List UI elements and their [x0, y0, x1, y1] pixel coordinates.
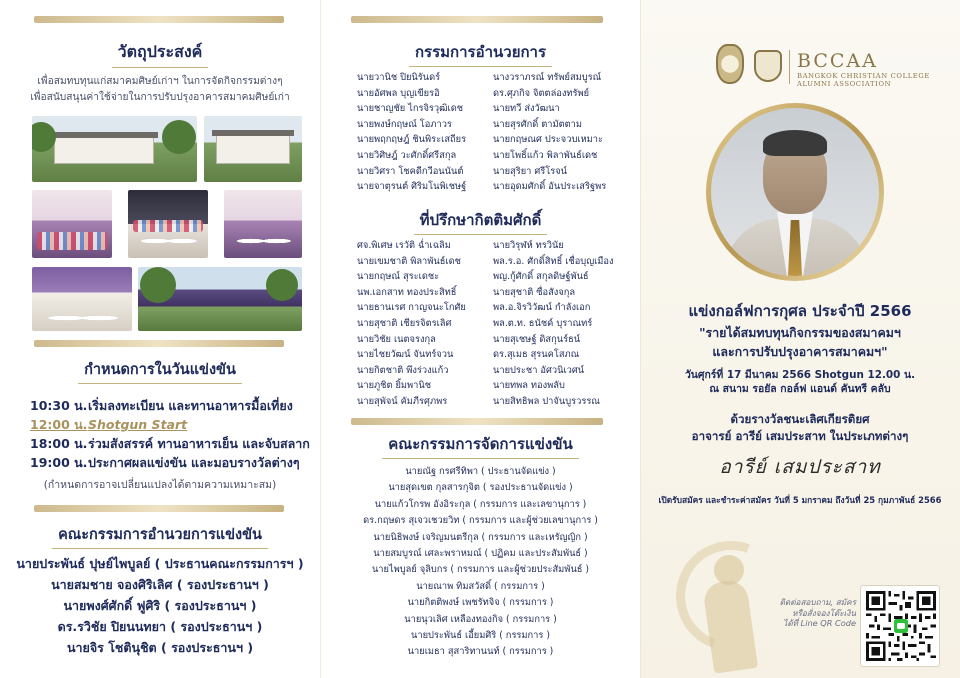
photo-meeting-group	[32, 190, 112, 258]
qr-code-graphic	[866, 591, 936, 661]
objective-heading: วัตถุประสงค์	[0, 40, 320, 68]
director-name: นายวิศรา โชคดีกวีอนนันต์	[357, 165, 464, 177]
left-panel	[0, 0, 320, 678]
photo-party-event	[224, 190, 302, 258]
event-date: วันศุกร์ที่ 17 มีนาคม 2566 Shotgun 12.00 น.	[684, 369, 916, 381]
objective-line-1: เพื่อสมทบทุนแก่สมาคมศิษย์เก่าฯ ในการจัดกิจกรรมต่างๆ	[37, 76, 283, 87]
photo-association-exterior	[138, 267, 302, 331]
director-name: นายพงษ์กฤษณ์ โอภาวร	[357, 118, 452, 130]
organizer-name: นายณาพ ทิมสวัสดิ์ ( กรรมการ )	[416, 580, 545, 592]
event-committee-heading: คณะกรรมการอำนวยการแข่งขัน	[0, 523, 320, 549]
director-name: นายสุริยา ศรีโรจน์	[493, 165, 567, 177]
objective-text	[0, 74, 320, 106]
objective-line-2: เพื่อสนับสนุนค่าใช้จ่ายในการปรับปรุงอาคารสมาคมศิษย์เก่า	[30, 92, 290, 103]
director-name: นายอุดมศักดิ์ อันประเสริฐพร	[493, 181, 607, 193]
advisor-name: นายทพล ทองพลับ	[493, 380, 565, 392]
event-title: แข่งกอล์ฟการกุศล ประจำปี 2566	[688, 302, 912, 320]
advisor-name: ดร.สุเมธ สุรนคโสภณ	[493, 349, 580, 361]
photo-conference-hall	[32, 267, 132, 331]
photo-dinner-gathering	[128, 190, 208, 258]
organizer-name: นายนิธิพงษ์ เจริญมนตรีกุล ( กรรมการ และเหรัญญิก )	[373, 531, 588, 543]
brand-line-2: ALUMNI ASSOCIATION	[797, 80, 892, 88]
director-name: ดร.ศุภกิจ จิตตล่องทรัพย์	[493, 87, 590, 99]
advisor-name: นายเขมชาติ พิลาพันธ์เดช	[357, 255, 461, 267]
advisor-name: นายกิตชาติ พึงร่วงแก้ว	[357, 364, 449, 376]
advisor-name: พล.อ.จิรวิวัฒน์ กำลังเอก	[493, 302, 591, 314]
contact-line-1: ติดต่อสอบถาม, สมัคร	[779, 597, 856, 607]
advisor-name: นายวิชัย เนตจรงกุล	[357, 333, 436, 345]
event-venue: ณ สนาม รอยัล กอล์ฟ แอนด์ คันทรี คลับ	[709, 383, 891, 395]
organizers-list	[321, 464, 640, 661]
award-line-2: อาจารย์ อารีย์ เสมประสาท ในประเภทต่างๆ	[691, 429, 909, 443]
portrait-photo	[711, 108, 879, 276]
signature: อารีย์ เสมประสาท	[719, 456, 881, 478]
award-line-1: ด้วยรางวัลชนะเลิศเกียรติยศ	[730, 412, 870, 426]
logo-divider	[789, 50, 790, 84]
brand-line-1: BANGKOK CHRISTIAN COLLEGE	[797, 72, 930, 80]
advisor-name: พญ.กู้ศักดิ์ สกุลดิษฐ์พันธ์	[493, 271, 589, 283]
advisors-column-1	[357, 238, 466, 410]
director-name: นายพฤกฤษฎ์ ชินพิระเสถียร	[357, 134, 467, 146]
director-name: นายกฤษณศ ประจวบเหมาะ	[493, 134, 603, 146]
contact-line-2: หรือสั่งจองโต๊ะเงิน	[792, 607, 856, 618]
directors-column-2	[493, 70, 606, 195]
advisor-name: พล.ร.อ. ศักดิ์สิทธิ์ เชื่อบุญเมือง	[493, 255, 614, 267]
gold-divider	[34, 16, 284, 23]
director-name: นายชาญชัย ไกรจิรวุฒิเดช	[357, 103, 464, 115]
line-qr-code-icon[interactable]	[860, 585, 940, 667]
gold-divider	[34, 505, 284, 512]
advisor-name: นายภูชิต ยิ้มพานิช	[357, 380, 432, 392]
brand-name: BCCAA	[797, 50, 878, 72]
director-name: นายโพธิ์แก้ว พิลาพันธ์เดช	[493, 149, 598, 161]
schedule-item: 10:30 น.เริ่มลงทะเบียน และทานอาหารมื้อเที่ยง	[30, 398, 293, 413]
advisor-name: นายไชยวัฒน์ จันทร์จวน	[357, 349, 454, 361]
school-seal-logo-icon	[716, 44, 744, 84]
contact-line-3: ได้ที่ Line QR Code	[783, 618, 856, 628]
advisor-name: นายสุชาติ เชียรจิตรเลิศ	[357, 317, 452, 329]
bccaa-shield-logo-icon	[754, 50, 782, 82]
director-name: นายวานิช ปิยนิรันดร์	[357, 72, 441, 83]
committee-member: นายจิร โชตินุชิต ( รองประธานฯ )	[66, 640, 254, 655]
advisor-name: นายวิรุฬห์ ทรวินัย	[493, 240, 564, 251]
director-name: นายสุรศักดิ์ ตามัตตาม	[493, 118, 583, 130]
advisors-column-2	[493, 238, 614, 410]
advisor-name: นายธานเรศ กาญจนะโกศัย	[357, 302, 466, 314]
advisor-name: นายสุเชษฐ์ ดิสกุนร์ธน์	[493, 333, 581, 345]
organizer-name: นายประพันธ์ เอี้ยมศิริ ( กรรมการ )	[411, 630, 550, 642]
registration-period: เปิดรับสมัคร และชำระค่าสมัคร วันที่ 5 มกราคม ถึงวันที่ 25 กุมภาพันธ์ 2566	[658, 495, 942, 505]
organizer-name: นายสุดเขต กุลสารกุจิต ( รองประธานจัดแข่ง )	[388, 482, 573, 494]
organizers-heading: คณะกรรมการจัดการแข่งขัน	[321, 432, 640, 459]
director-name: นายอัศพล บุญเขียรอิ	[357, 87, 440, 99]
director-name: นางวราภรณ์ ทรัพย์สมบูรณ์	[493, 72, 602, 83]
organizer-name: นายสมบูรณ์ เศละพราหมณ์ ( ปฏิคม และประสัมพันธ์ )	[373, 548, 588, 560]
organizer-name: นายเมธา สุสาริทานนท์ ( กรรมการ )	[407, 646, 554, 658]
contact-info	[748, 597, 856, 629]
event-quote-line-2: และการปรับปรุงอาคารสมาคมฯ"	[712, 344, 888, 359]
schedule-heading: กำหนดการในวันแข่งขัน	[0, 358, 320, 384]
committee-member: นายสมชาย จองศิริเลิศ ( รองประธานฯ )	[51, 577, 269, 592]
advisor-name: นายสุพัจน์ คัมภีรศุภพร	[357, 395, 448, 407]
director-name: นายทวี ส่งวัฒนา	[493, 103, 560, 115]
organizer-name: นายนุวเลิศ เหลืองทองกิจ ( กรรมการ )	[404, 613, 557, 625]
advisors-heading: ที่ปรึกษากิตติมศักดิ์	[321, 208, 640, 235]
organizer-name: นายไพบูลย์ จุลิบกร ( กรรมการ และผู้ช่วยประสัมพันธ์ )	[371, 564, 590, 576]
director-name: นายจาตุรนต์ ศิริมโนพิเชษฐ์	[357, 181, 467, 193]
gold-divider	[351, 418, 603, 425]
schedule-note: (กำหนดการอาจเปลี่ยนแปลงได้ตามความเหมาะสม)	[43, 479, 277, 491]
photo-association-building	[32, 116, 197, 182]
organizer-name: นายแก้วโกรพ อังอิระกุล ( กรรมการ และเลขานุการ )	[374, 498, 587, 510]
middle-panel	[320, 0, 640, 678]
organizer-name: นายกิตติพงษ์ เพชรัทจิจ ( กรรมการ )	[407, 597, 554, 609]
advisor-name: นายสิทธิพล ปาจันบูรวรรณ	[493, 395, 600, 407]
organizer-name: นายณัฐ กรศรีทิพา ( ประธานจัดแข่ง )	[405, 466, 556, 477]
advisor-name: นพ.เอกสาท ทองประสิทธิ์	[357, 286, 457, 298]
gold-divider	[351, 16, 603, 23]
photo-building-renovation	[204, 116, 302, 182]
committee-member: ดร.รวิชัย ปิยนนทยา ( รองประธานฯ )	[57, 619, 263, 634]
committee-member: นายประพันธ์ ปุษย์ไพบูลย์ ( ประธานคณะกรรมการฯ )	[16, 556, 304, 571]
brand-block	[797, 50, 930, 88]
committee-member: นายพงศ์ศักดิ์ ฟูศิริ ( รองประธานฯ )	[63, 598, 257, 613]
advisor-name: ศจ.พิเศษ เรวัติ ฉ่ำเฉลิม	[357, 240, 451, 251]
schedule-item: 18:00 น.ร่วมสังสรรค์ ทานอาหารเย็น และจับสลาก	[30, 436, 310, 451]
schedule-item: 19:00 น.ประกาศผลแข่งขัน และมอบรางวัลต่างๆ	[30, 455, 300, 470]
portrait-frame	[706, 103, 884, 281]
directors-column-1	[357, 70, 466, 195]
directors-heading: กรรมการอำนวยการ	[321, 40, 640, 67]
advisor-name: นายกฤษณ์ สุระเดชะ	[357, 271, 440, 283]
gold-divider	[34, 340, 284, 347]
advisor-name: นายสุชาติ ซื่อสังจกุล	[493, 286, 576, 298]
advisor-name: พล.ต.ท. ธนัชค์ บุราณทร์	[493, 317, 593, 329]
advisor-name: นายประชา อัศวนิเวศน์	[493, 364, 585, 376]
director-name: นายวิศิษฎ์ วะศักดิ์ศรีสกุล	[357, 149, 457, 161]
schedule-item-shotgun: 12:00 น.Shotgun Start	[30, 417, 188, 432]
event-quote-line-1: "รายได้สมทบทุนกิจกรรมของสมาคมฯ	[699, 325, 901, 340]
organizer-name: ดร.กฤษดร สุเจวเชวยวิท ( กรรมการ และผู้ช่วยเลขานุการ )	[363, 515, 598, 527]
